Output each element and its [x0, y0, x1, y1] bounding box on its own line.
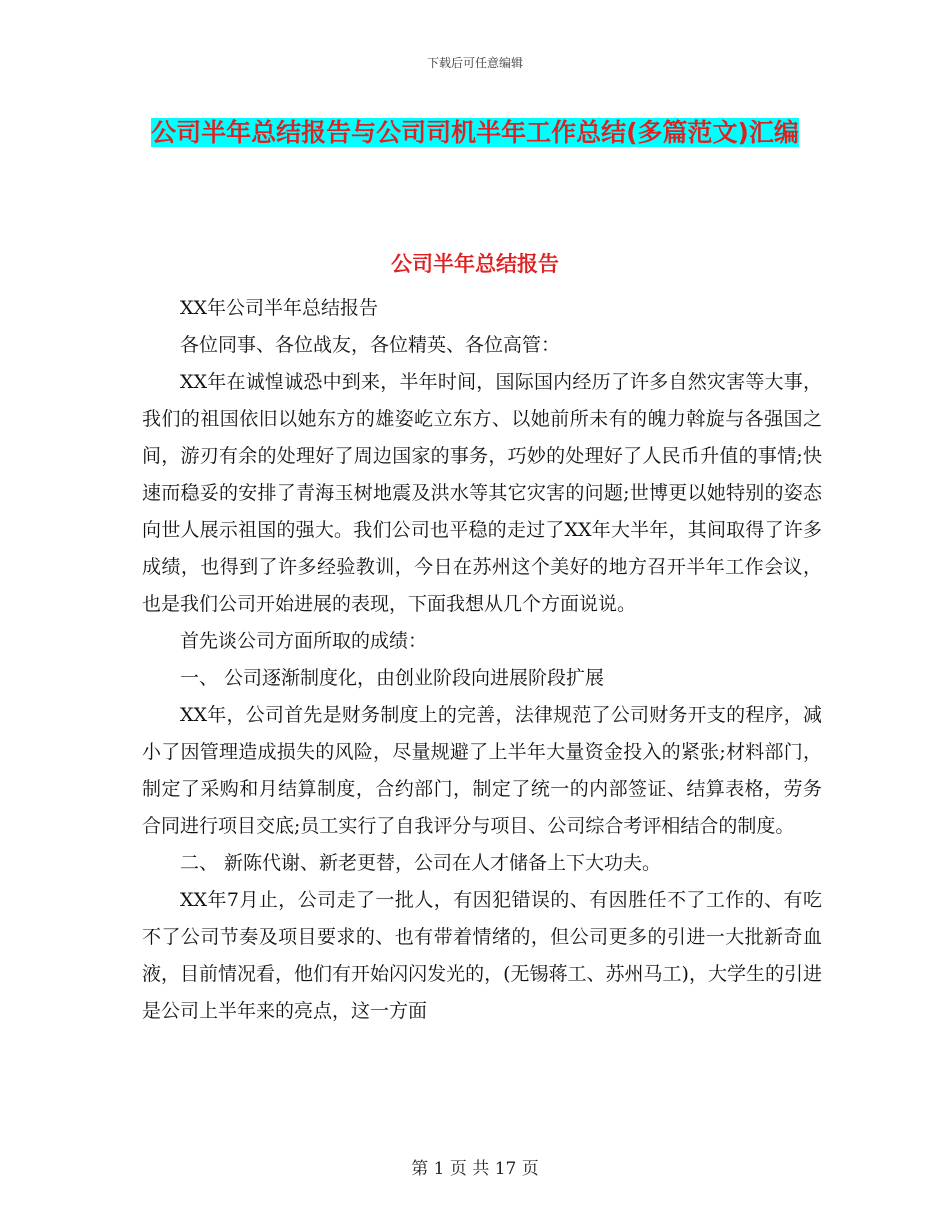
paragraph: 二、 新陈代谢、新老更替，公司在人才储备上下大功夫。: [180, 852, 662, 874]
page-footer: 第 1 页 共 17 页: [411, 1159, 539, 1179]
paragraph: XX年7月止，公司走了一批人，有因犯错误的、有因胜任不了工作的、有吃不了公司节奏及项目要求的、也有带着情绪的，但公司更多的引进一大批新奇血液，目前情况看，他们有开始闪闪发光的，(无锡蒋工、苏州马工)，大学生的引进是公司上半年来的亮点，这一方面: [142, 889, 822, 1022]
paragraph: XX年，公司首先是财务制度上的完善，法律规范了公司财务开支的程序，减小了因管理造成损失的风险，尽量规避了上半年大量资金投入的紧张;材料部门，制定了采购和月结算制度，合约部门，制定了统一的内部签证、结算表格，劳务合同进行项目交底;员工实行了自我评分与项目、公司综合考评相结合的制度。: [142, 704, 822, 837]
paragraph: 一、 公司逐渐制度化，由创业阶段向进展阶段扩展: [180, 667, 605, 689]
document-title-highlight: 公司半年总结报告与公司司机半年工作总结(多篇范文)汇编: [151, 118, 799, 147]
paragraph: XX年公司半年总结报告: [180, 297, 379, 319]
paragraph: 首先谈公司方面所取的成绩：: [180, 630, 428, 652]
paragraph: XX年在诚惶诚恐中到来，半年时间，国际国内经历了许多自然灾害等大事，我们的祖国依旧以她东方的雄姿屹立东方、以她前所未有的魄力斡旋与各强国之间，游刃有余的处理好了周边国家的事务，巧妙的处理好了人民币升值的事情;快速而稳妥的安排了青海玉树地震及洪水等其它灾害的问题;世博更以她特别的姿态向世人展示祖国的强大。我们公司也平稳的走过了XX年大半年，其间取得了许多成绩，也得到了许多经验教训，今日在苏州这个美好的地方召开半年工作会议，也是我们公司开始进展的表现，下面我想从几个方面说说。: [142, 371, 822, 615]
section-title: 公司半年总结报告: [391, 252, 559, 276]
header-note: 下载后可任意编辑: [426, 56, 523, 70]
document-title: [150, 108, 800, 158]
document-body: [142, 290, 822, 1030]
paragraph: 各位同事、各位战友，各位精英、各位高管：: [180, 334, 561, 356]
